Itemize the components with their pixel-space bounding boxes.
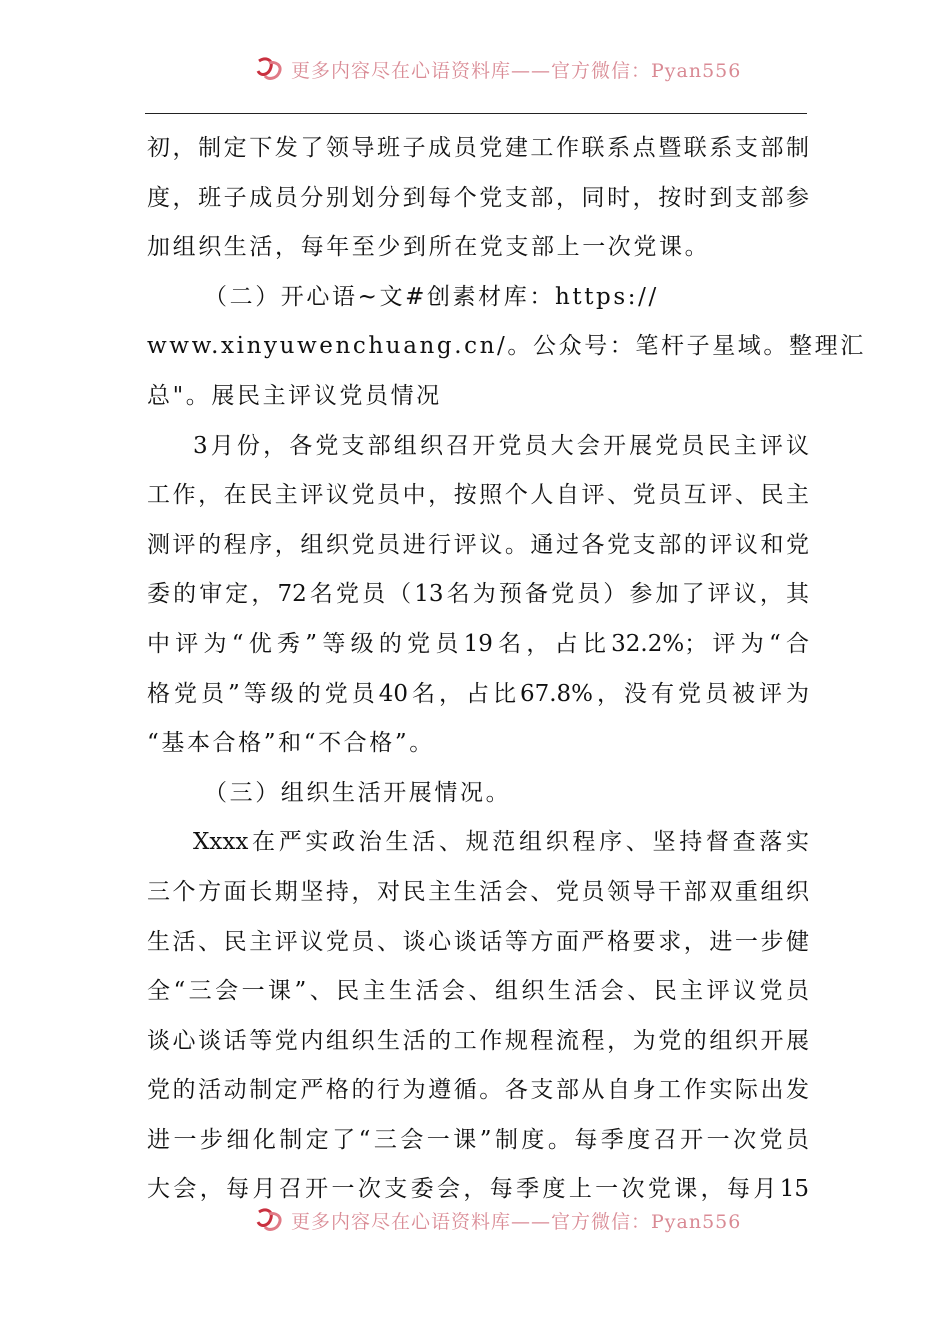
watermark-footer (255, 1203, 855, 1237)
header-divider (145, 113, 807, 114)
section-heading-2-cont: www.xinyuwenchuang.cn/。公众号：笔杆子星域。整理汇 (147, 333, 866, 360)
text-line: 大会，每月召开一次支委会，每季度上一次党课，每月15 (147, 1176, 809, 1203)
section-heading-2: （二）开心语~文#创素材库：https:// (204, 283, 659, 310)
text-line: 格党员”等级的党员40名，占比67.8%，没有党员被评为 (147, 680, 809, 707)
text-line: 三个方面长期坚持，对民主生活会、党员领导干部双重组织 (147, 878, 809, 905)
document-body (147, 124, 866, 1215)
section-heading-2-cont: 总"。展民主评议党员情况 (147, 382, 442, 409)
text-line: 生活、民主评议党员、谈心谈话等方面严格要求，进一步健 (147, 928, 809, 955)
text-line: 3月份，各党支部组织召开党员大会开展党员民主评议 (193, 432, 809, 459)
text-line: 度，班子成员分别划分到每个党支部，同时，按时到支部参 (147, 184, 809, 211)
watermark-text: 更多内容尽在心语资料库——官方微信：Pyan556 (291, 1210, 742, 1233)
text-line: 测评的程序，组织党员进行评议。通过各党支部的评议和党 (147, 531, 809, 558)
text-line: “基本合格”和“不合格”。 (147, 730, 435, 757)
watermark-logo-icon (255, 1206, 285, 1234)
section-heading-3: （三）组织生活开展情况。 (204, 779, 512, 806)
watermark-text: 更多内容尽在心语资料库——官方微信：Pyan556 (291, 59, 742, 82)
text-line: 中评为“优秀”等级的党员19名，占比32.2%；评为“合 (147, 630, 809, 657)
watermark-logo-icon (255, 55, 285, 83)
watermark-header (255, 52, 855, 86)
text-line: 党的活动制定严格的行为遵循。各支部从自身工作实际出发 (147, 1077, 809, 1104)
text-line: 全“三会一课”、民主生活会、组织生活会、民主评议党员 (147, 978, 809, 1005)
text-line: 委的审定，72名党员（13名为预备党员）参加了评议，其 (147, 581, 809, 608)
text-line: 加组织生活，每年至少到所在党支部上一次党课。 (147, 234, 711, 261)
text-line: Xxxx在严实政治生活、规范组织程序、坚持督查落实 (193, 829, 809, 856)
text-line: 谈心谈话等党内组织生活的工作规程流程，为党的组织开展 (147, 1027, 809, 1054)
text-line: 工作，在民主评议党员中，按照个人自评、党员互评、民主 (147, 482, 809, 509)
text-line: 进一步细化制定了“三会一课”制度。每季度召开一次党员 (147, 1126, 809, 1153)
text-line: 初，制定下发了领导班子成员党建工作联系点暨联系支部制 (147, 135, 809, 161)
